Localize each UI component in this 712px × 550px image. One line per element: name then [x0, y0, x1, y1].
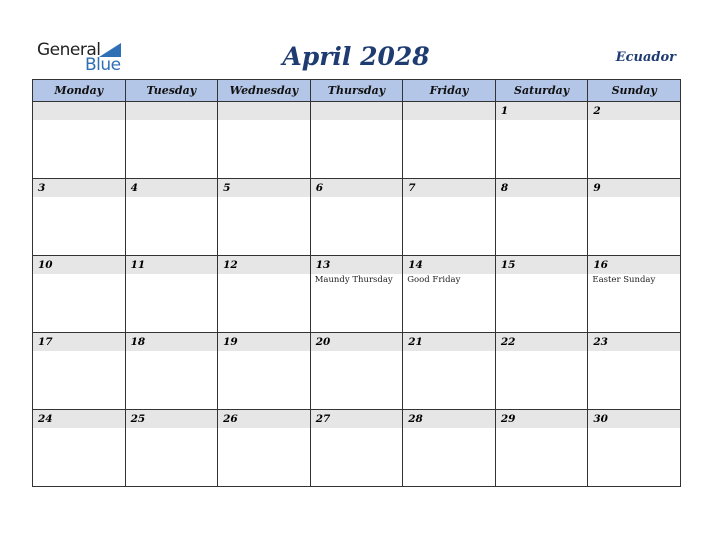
day-number-bar: [496, 333, 588, 351]
day-number-bar: [588, 102, 680, 120]
week-row: [33, 179, 681, 256]
day-number-bar: [33, 179, 125, 197]
day-cell: [588, 102, 681, 179]
day-number: 23: [593, 336, 608, 348]
day-number-bar: [588, 256, 680, 274]
day-number: 25: [130, 413, 146, 425]
weekday-header: Monday: [33, 80, 126, 102]
day-number-bar: [311, 179, 403, 197]
day-number-bar: [126, 410, 218, 428]
day-cell: [125, 256, 218, 333]
day-cell: [495, 256, 588, 333]
day-cell: [588, 333, 681, 410]
day-number: 4: [130, 182, 138, 194]
weekday-header: Thursday: [310, 80, 403, 102]
day-number-bar: [218, 333, 310, 351]
day-number: 18: [130, 336, 146, 348]
day-cell: [403, 179, 496, 256]
week-row: [33, 410, 681, 487]
day-number: 8: [500, 182, 509, 194]
holiday-label: Good Friday: [407, 275, 461, 285]
day-number-bar: [33, 410, 125, 428]
calendar-grid: [32, 79, 681, 487]
day-cell: [588, 179, 681, 256]
day-number: 17: [38, 336, 53, 348]
day-cell: [33, 256, 126, 333]
country-label: Ecuador: [615, 50, 676, 65]
day-number-bar: [311, 102, 403, 120]
day-number-bar: [403, 333, 495, 351]
day-cell: [310, 333, 403, 410]
day-number-bar: [218, 410, 310, 428]
day-cell: [588, 410, 681, 487]
day-number: 7: [408, 182, 416, 194]
day-number: 3: [38, 182, 46, 194]
day-number: 22: [500, 336, 516, 348]
day-cell: [218, 102, 311, 179]
day-number: 28: [408, 413, 423, 425]
weekday-header: Sunday: [588, 80, 681, 102]
day-number: 27: [315, 413, 331, 425]
day-number-bar: [33, 102, 125, 120]
day-cell: [403, 333, 496, 410]
day-number-bar: [218, 102, 310, 120]
day-number: 30: [593, 413, 608, 425]
day-number-bar: [218, 256, 310, 274]
day-cell: [33, 410, 126, 487]
day-cell: [218, 333, 311, 410]
day-cell: [310, 410, 403, 487]
weekday-header: Tuesday: [125, 80, 218, 102]
day-number: 21: [408, 336, 423, 348]
day-number: 20: [315, 336, 331, 348]
day-number-bar: [126, 179, 218, 197]
day-number-bar: [33, 333, 125, 351]
day-number-bar: [496, 410, 588, 428]
day-number: 29: [500, 413, 516, 425]
day-number-bar: [496, 102, 588, 120]
day-cell: [403, 410, 496, 487]
day-number: 15: [500, 259, 516, 271]
day-number-bar: [588, 179, 680, 197]
day-number: 16: [593, 259, 608, 271]
day-number: 19: [223, 336, 238, 348]
day-number: 10: [38, 259, 53, 271]
day-cell: [588, 256, 681, 333]
day-number-bar: [496, 179, 588, 197]
day-number-bar: [218, 179, 310, 197]
day-number: 11: [130, 259, 146, 271]
day-number: 12: [223, 259, 238, 271]
day-number-bar: [496, 256, 588, 274]
day-number-bar: [126, 102, 218, 120]
day-cell: [310, 179, 403, 256]
day-number-bar: [311, 333, 403, 351]
day-cell: [495, 410, 588, 487]
weekday-header-row: [33, 80, 681, 102]
weekday-header: Wednesday: [218, 80, 311, 102]
day-number: 1: [500, 105, 509, 117]
day-cell: [33, 333, 126, 410]
day-number: 13: [315, 259, 331, 271]
day-number: 9: [593, 182, 601, 194]
day-number: 5: [223, 182, 231, 194]
day-number-bar: [403, 179, 495, 197]
day-cell: [218, 256, 311, 333]
day-cell: [495, 102, 588, 179]
day-number-bar: [311, 410, 403, 428]
day-number-bar: [588, 410, 680, 428]
logo-text-blue: Blue: [85, 55, 121, 75]
day-cell: [125, 102, 218, 179]
day-cell: [310, 256, 403, 333]
day-number-bar: [588, 333, 680, 351]
day-cell: [495, 179, 588, 256]
weekday-header: Friday: [403, 80, 496, 102]
day-number: 24: [38, 413, 53, 425]
day-cell: [33, 102, 126, 179]
day-number: 6: [315, 182, 323, 194]
day-number-bar: [403, 256, 495, 274]
day-cell: [218, 179, 311, 256]
day-cell: [125, 410, 218, 487]
day-number-bar: [126, 333, 218, 351]
day-number: 26: [223, 413, 238, 425]
holiday-label: Maundy Thursday: [314, 275, 393, 285]
day-number-bar: [126, 256, 218, 274]
holiday-label: Easter Sunday: [592, 275, 656, 285]
week-row: [33, 102, 681, 179]
day-cell: [403, 102, 496, 179]
week-row: [33, 256, 681, 333]
day-cell: [495, 333, 588, 410]
day-cell: [403, 256, 496, 333]
day-cell: [125, 333, 218, 410]
day-cell: [310, 102, 403, 179]
logo-text-general: General: [37, 40, 101, 60]
day-number-bar: [403, 102, 495, 120]
day-number-bar: [403, 410, 495, 428]
weekday-header: Saturday: [495, 80, 588, 102]
week-row: [33, 333, 681, 410]
calendar-title: April 2028: [282, 42, 430, 71]
day-cell: [33, 179, 126, 256]
day-cell: [125, 179, 218, 256]
day-number-bar: [33, 256, 125, 274]
day-number: 2: [593, 105, 601, 117]
day-number-bar: [311, 256, 403, 274]
day-cell: [218, 410, 311, 487]
day-number: 14: [408, 259, 423, 271]
